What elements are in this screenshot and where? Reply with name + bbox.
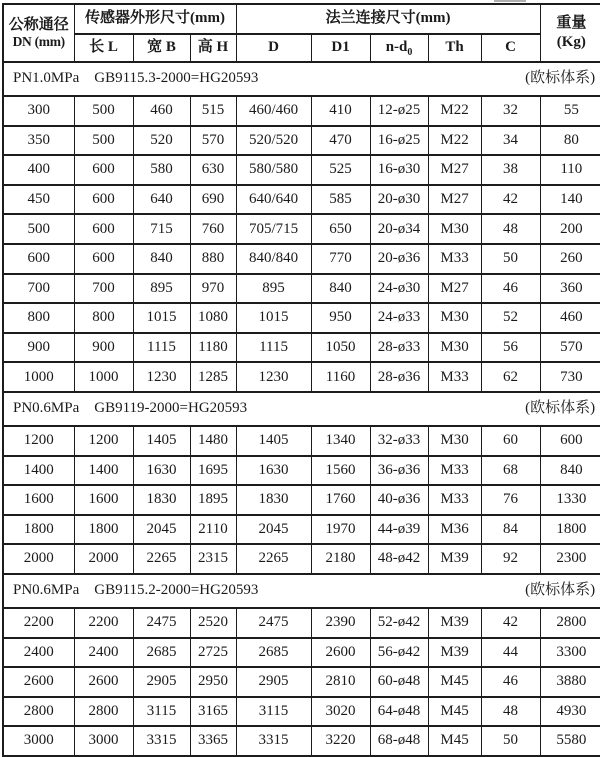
table-cell: 1200 (3, 426, 74, 456)
table-cell: 52 (481, 303, 540, 333)
table-cell: M27 (428, 274, 481, 304)
table-cell: 80 (540, 126, 600, 156)
table-cell: 1180 (190, 333, 236, 363)
table-cell: 34 (481, 126, 540, 156)
table-cell: 880 (190, 244, 236, 274)
table-cell: 1115 (236, 333, 311, 363)
table-cell: M33 (428, 244, 481, 274)
table-cell: 1895 (190, 485, 236, 515)
table-cell: 1970 (311, 515, 370, 545)
table-cell: 20-ø36 (370, 244, 428, 274)
table-cell: 3880 (540, 667, 600, 697)
table-cell: 900 (3, 333, 74, 363)
table-cell: 56-ø42 (370, 638, 428, 668)
table-cell: 1400 (3, 456, 74, 486)
table-cell: 400 (3, 155, 74, 185)
table-cell: 2800 (3, 697, 74, 727)
table-cell: 55 (540, 96, 600, 126)
table-cell: 705/715 (236, 214, 311, 244)
table-cell: 28-ø33 (370, 333, 428, 363)
table-row (3, 244, 600, 274)
header-nominal-diameter-line2: DN (mm) (12, 33, 65, 49)
table-cell: 1050 (311, 333, 370, 363)
table-row (3, 608, 600, 638)
table-cell: 16-ø25 (370, 126, 428, 156)
header-col-nd0-sub: 0 (407, 47, 413, 59)
table-row (3, 155, 600, 185)
table-cell: 520 (133, 126, 190, 156)
table-cell: 140 (540, 185, 600, 215)
table-cell: 460/460 (236, 96, 311, 126)
table-cell: M30 (428, 303, 481, 333)
table-cell: 12-ø25 (370, 96, 428, 126)
table-cell: 2300 (540, 544, 600, 574)
table-cell: 410 (311, 96, 370, 126)
header-nominal-diameter-line1: 公称通径 (8, 16, 69, 33)
table-cell: 640 (133, 185, 190, 215)
table-cell: 1405 (236, 426, 311, 456)
header-col-th: Th (428, 34, 481, 62)
table-cell: 1015 (133, 303, 190, 333)
table-cell: 36-ø36 (370, 456, 428, 486)
table-cell: 2180 (311, 544, 370, 574)
table-cell: 2265 (133, 544, 190, 574)
table-cell: 1830 (236, 485, 311, 515)
table-cell: 24-ø33 (370, 303, 428, 333)
table-cell: 20-ø34 (370, 214, 428, 244)
section-pressure-label: PN0.6MPa (13, 582, 80, 599)
table-cell: 580/580 (236, 155, 311, 185)
table-cell: 2400 (74, 638, 133, 668)
table-cell: 2200 (74, 608, 133, 638)
table-row (3, 515, 600, 545)
table-cell: 3315 (236, 726, 311, 756)
table-cell: 1760 (311, 485, 370, 515)
table-cell: 600 (3, 244, 74, 274)
table-cell: 92 (481, 544, 540, 574)
section-header-row (3, 574, 600, 608)
table-cell: 1630 (133, 456, 190, 486)
table-cell: 1285 (190, 362, 236, 392)
table-cell: 650 (311, 214, 370, 244)
table-cell: 1600 (74, 485, 133, 515)
dimension-spec-table (2, 3, 600, 757)
table-cell: 760 (190, 214, 236, 244)
table-cell: M27 (428, 185, 481, 215)
table-cell: 38 (481, 155, 540, 185)
table-cell: 1230 (236, 362, 311, 392)
table-cell: 2685 (236, 638, 311, 668)
table-cell: 800 (74, 303, 133, 333)
table-cell: 42 (481, 608, 540, 638)
section-header-cell (3, 574, 600, 608)
table-cell: 1160 (311, 362, 370, 392)
table-cell: 48 (481, 214, 540, 244)
table-cell: 3315 (133, 726, 190, 756)
table-cell: 28-ø36 (370, 362, 428, 392)
table-cell: 2725 (190, 638, 236, 668)
section-system-label: (欧标体系) (525, 582, 596, 599)
table-cell: 570 (190, 126, 236, 156)
table-cell: 840 (311, 274, 370, 304)
table-cell: 715 (133, 214, 190, 244)
table-cell: 1200 (74, 426, 133, 456)
table-header (3, 4, 600, 62)
table-cell: 48 (481, 697, 540, 727)
table-cell: 950 (311, 303, 370, 333)
table-cell: 2905 (133, 667, 190, 697)
table-cell: 3220 (311, 726, 370, 756)
table-cell: 1480 (190, 426, 236, 456)
table-cell: 3365 (190, 726, 236, 756)
table-cell: 1015 (236, 303, 311, 333)
table-cell: 895 (236, 274, 311, 304)
table-cell: 500 (74, 96, 133, 126)
table-cell: 68 (481, 456, 540, 486)
table-cell: 2520 (190, 608, 236, 638)
table-cell: 2265 (236, 544, 311, 574)
table-cell: 600 (74, 214, 133, 244)
table-cell: 50 (481, 726, 540, 756)
table-cell: 4930 (540, 697, 600, 727)
header-col-nd0 (370, 34, 428, 62)
table-cell: 1800 (74, 515, 133, 545)
table-cell: M36 (428, 515, 481, 545)
table-cell: 840 (133, 244, 190, 274)
table-cell: 52-ø42 (370, 608, 428, 638)
table-cell: 2000 (3, 544, 74, 574)
table-cell: 3000 (74, 726, 133, 756)
table-cell: 1695 (190, 456, 236, 486)
table-cell: 770 (311, 244, 370, 274)
table-cell: 500 (3, 214, 74, 244)
header-col-height: 高 H (190, 34, 236, 62)
table-cell: 2600 (311, 638, 370, 668)
table-row (3, 362, 600, 392)
table-cell: 110 (540, 155, 600, 185)
table-cell: 42 (481, 185, 540, 215)
table-cell: 2400 (3, 638, 74, 668)
table-cell: 260 (540, 244, 600, 274)
section-pressure-label: PN0.6MPa (13, 400, 80, 417)
table-cell: 46 (481, 667, 540, 697)
table-cell: 48-ø42 (370, 544, 428, 574)
table-cell: 62 (481, 362, 540, 392)
table-cell: 2800 (540, 608, 600, 638)
header-row-columns (3, 34, 600, 62)
table-cell: 5580 (540, 726, 600, 756)
table-cell: 460 (133, 96, 190, 126)
table-cell: 50 (481, 244, 540, 274)
table-cell: 1600 (3, 485, 74, 515)
table-cell: M45 (428, 667, 481, 697)
table-cell: 2475 (236, 608, 311, 638)
table-cell: 68-ø48 (370, 726, 428, 756)
table-cell: 525 (311, 155, 370, 185)
table-cell: 2905 (236, 667, 311, 697)
table-cell: 1000 (74, 362, 133, 392)
table-cell: 2200 (3, 608, 74, 638)
table-cell: 840/840 (236, 244, 311, 274)
table-row (3, 697, 600, 727)
table-cell: M30 (428, 214, 481, 244)
table-cell: M30 (428, 426, 481, 456)
table-cell: 44-ø39 (370, 515, 428, 545)
header-flange-connection-group: 法兰连接尺寸(mm) (236, 4, 540, 34)
table-cell: M39 (428, 638, 481, 668)
header-sensor-dimensions-group: 传感器外形尺寸(mm) (74, 4, 236, 34)
table-cell: 3000 (3, 726, 74, 756)
table-cell: 3165 (190, 697, 236, 727)
table-cell: 46 (481, 274, 540, 304)
table-cell: 470 (311, 126, 370, 156)
table-cell: 2600 (3, 667, 74, 697)
table-cell: 32 (481, 96, 540, 126)
section-header-row (3, 62, 600, 96)
table-cell: 630 (190, 155, 236, 185)
table-row (3, 96, 600, 126)
table-cell: M27 (428, 155, 481, 185)
section-header-cell (3, 392, 600, 426)
table-cell: 1080 (190, 303, 236, 333)
table-cell: 2810 (311, 667, 370, 697)
table-row (3, 126, 600, 156)
table-cell: 3020 (311, 697, 370, 727)
table-cell: M45 (428, 697, 481, 727)
table-row (3, 638, 600, 668)
table-cell: 76 (481, 485, 540, 515)
table-cell: 900 (74, 333, 133, 363)
table-cell: 3300 (540, 638, 600, 668)
table-cell: 1000 (3, 362, 74, 392)
table-row (3, 214, 600, 244)
table-row (3, 426, 600, 456)
table-cell: 64-ø48 (370, 697, 428, 727)
table-cell: 2600 (74, 667, 133, 697)
table-cell: 3115 (236, 697, 311, 727)
section-header-cell (3, 62, 600, 96)
table-cell: 2685 (133, 638, 190, 668)
table-cell: 2950 (190, 667, 236, 697)
table-cell: M33 (428, 485, 481, 515)
table-cell: M33 (428, 362, 481, 392)
table-cell: 450 (3, 185, 74, 215)
table-cell: 2315 (190, 544, 236, 574)
table-cell: 1340 (311, 426, 370, 456)
table-cell: 2000 (74, 544, 133, 574)
table-cell: 1330 (540, 485, 600, 515)
table-cell: 32-ø33 (370, 426, 428, 456)
table-cell: 20-ø30 (370, 185, 428, 215)
table-cell: 700 (3, 274, 74, 304)
table-cell: 2110 (190, 515, 236, 545)
table-cell: 730 (540, 362, 600, 392)
table-cell: 570 (540, 333, 600, 363)
table-cell: 1230 (133, 362, 190, 392)
header-weight-line2: (Kg) (556, 34, 586, 50)
header-weight-line1: 重量 (556, 15, 587, 32)
table-cell: 460 (540, 303, 600, 333)
table-cell: 84 (481, 515, 540, 545)
header-col-d1: D1 (311, 34, 370, 62)
table-cell: 1630 (236, 456, 311, 486)
table-cell: 200 (540, 214, 600, 244)
table-cell: 600 (540, 426, 600, 456)
table-cell: 1405 (133, 426, 190, 456)
table-row (3, 333, 600, 363)
table-cell: 350 (3, 126, 74, 156)
table-cell: 580 (133, 155, 190, 185)
table-cell: 1400 (74, 456, 133, 486)
header-col-width: 宽 B (133, 34, 190, 62)
header-col-length: 长 L (74, 34, 133, 62)
table-cell: 520/520 (236, 126, 311, 156)
table-cell: M45 (428, 726, 481, 756)
section-system-label: (欧标体系) (525, 70, 596, 87)
table-cell: 640/640 (236, 185, 311, 215)
table-cell: 970 (190, 274, 236, 304)
table-cell: 1800 (540, 515, 600, 545)
table-cell: 1560 (311, 456, 370, 486)
table-row (3, 274, 600, 304)
table-cell: 360 (540, 274, 600, 304)
table-cell: 840 (540, 456, 600, 486)
table-row (3, 544, 600, 574)
section-system-label: (欧标体系) (525, 400, 596, 417)
table-cell: M39 (428, 544, 481, 574)
header-col-d: D (236, 34, 311, 62)
section-header-row (3, 392, 600, 426)
table-cell: 2390 (311, 608, 370, 638)
table-cell: M30 (428, 333, 481, 363)
table-cell: 2475 (133, 608, 190, 638)
table-row (3, 185, 600, 215)
header-col-c: C (481, 34, 540, 62)
table-cell: 24-ø30 (370, 274, 428, 304)
header-nominal-diameter (3, 4, 74, 62)
section-standard-label: GB9119-2000=HG20593 (94, 400, 248, 417)
table-cell: M22 (428, 126, 481, 156)
table-cell: 300 (3, 96, 74, 126)
header-col-nd0-base: n-d (385, 39, 408, 56)
table-cell: 500 (74, 126, 133, 156)
section-standard-label: GB9115.3-2000=HG20593 (94, 70, 259, 87)
section-standard-label: GB9115.2-2000=HG20593 (94, 582, 259, 599)
table-cell: 60-ø48 (370, 667, 428, 697)
table-cell: 2800 (74, 697, 133, 727)
table-cell: 2045 (236, 515, 311, 545)
section-pressure-label: PN1.0MPa (13, 70, 80, 87)
table-cell: 3115 (133, 697, 190, 727)
table-cell: 600 (74, 185, 133, 215)
table-row (3, 667, 600, 697)
table-cell: 60 (481, 426, 540, 456)
table-body (3, 62, 600, 756)
table-cell: M22 (428, 96, 481, 126)
table-cell: M39 (428, 608, 481, 638)
crop-artifact (494, 0, 526, 2)
table-row (3, 456, 600, 486)
table-cell: 2045 (133, 515, 190, 545)
table-cell: 600 (74, 244, 133, 274)
table-cell: 895 (133, 274, 190, 304)
table-cell: 600 (74, 155, 133, 185)
table-cell: 800 (3, 303, 74, 333)
table-cell: 16-ø30 (370, 155, 428, 185)
table-cell: 40-ø36 (370, 485, 428, 515)
table-row (3, 485, 600, 515)
table-cell: 1115 (133, 333, 190, 363)
table-cell: 515 (190, 96, 236, 126)
table-cell: 585 (311, 185, 370, 215)
table-cell: 44 (481, 638, 540, 668)
table-row (3, 303, 600, 333)
table-cell: M33 (428, 456, 481, 486)
table-cell: 1800 (3, 515, 74, 545)
header-weight (540, 4, 600, 62)
header-row-groups (3, 4, 600, 34)
table-cell: 1830 (133, 485, 190, 515)
table-row (3, 726, 600, 756)
table-cell: 56 (481, 333, 540, 363)
table-cell: 690 (190, 185, 236, 215)
table-cell: 700 (74, 274, 133, 304)
